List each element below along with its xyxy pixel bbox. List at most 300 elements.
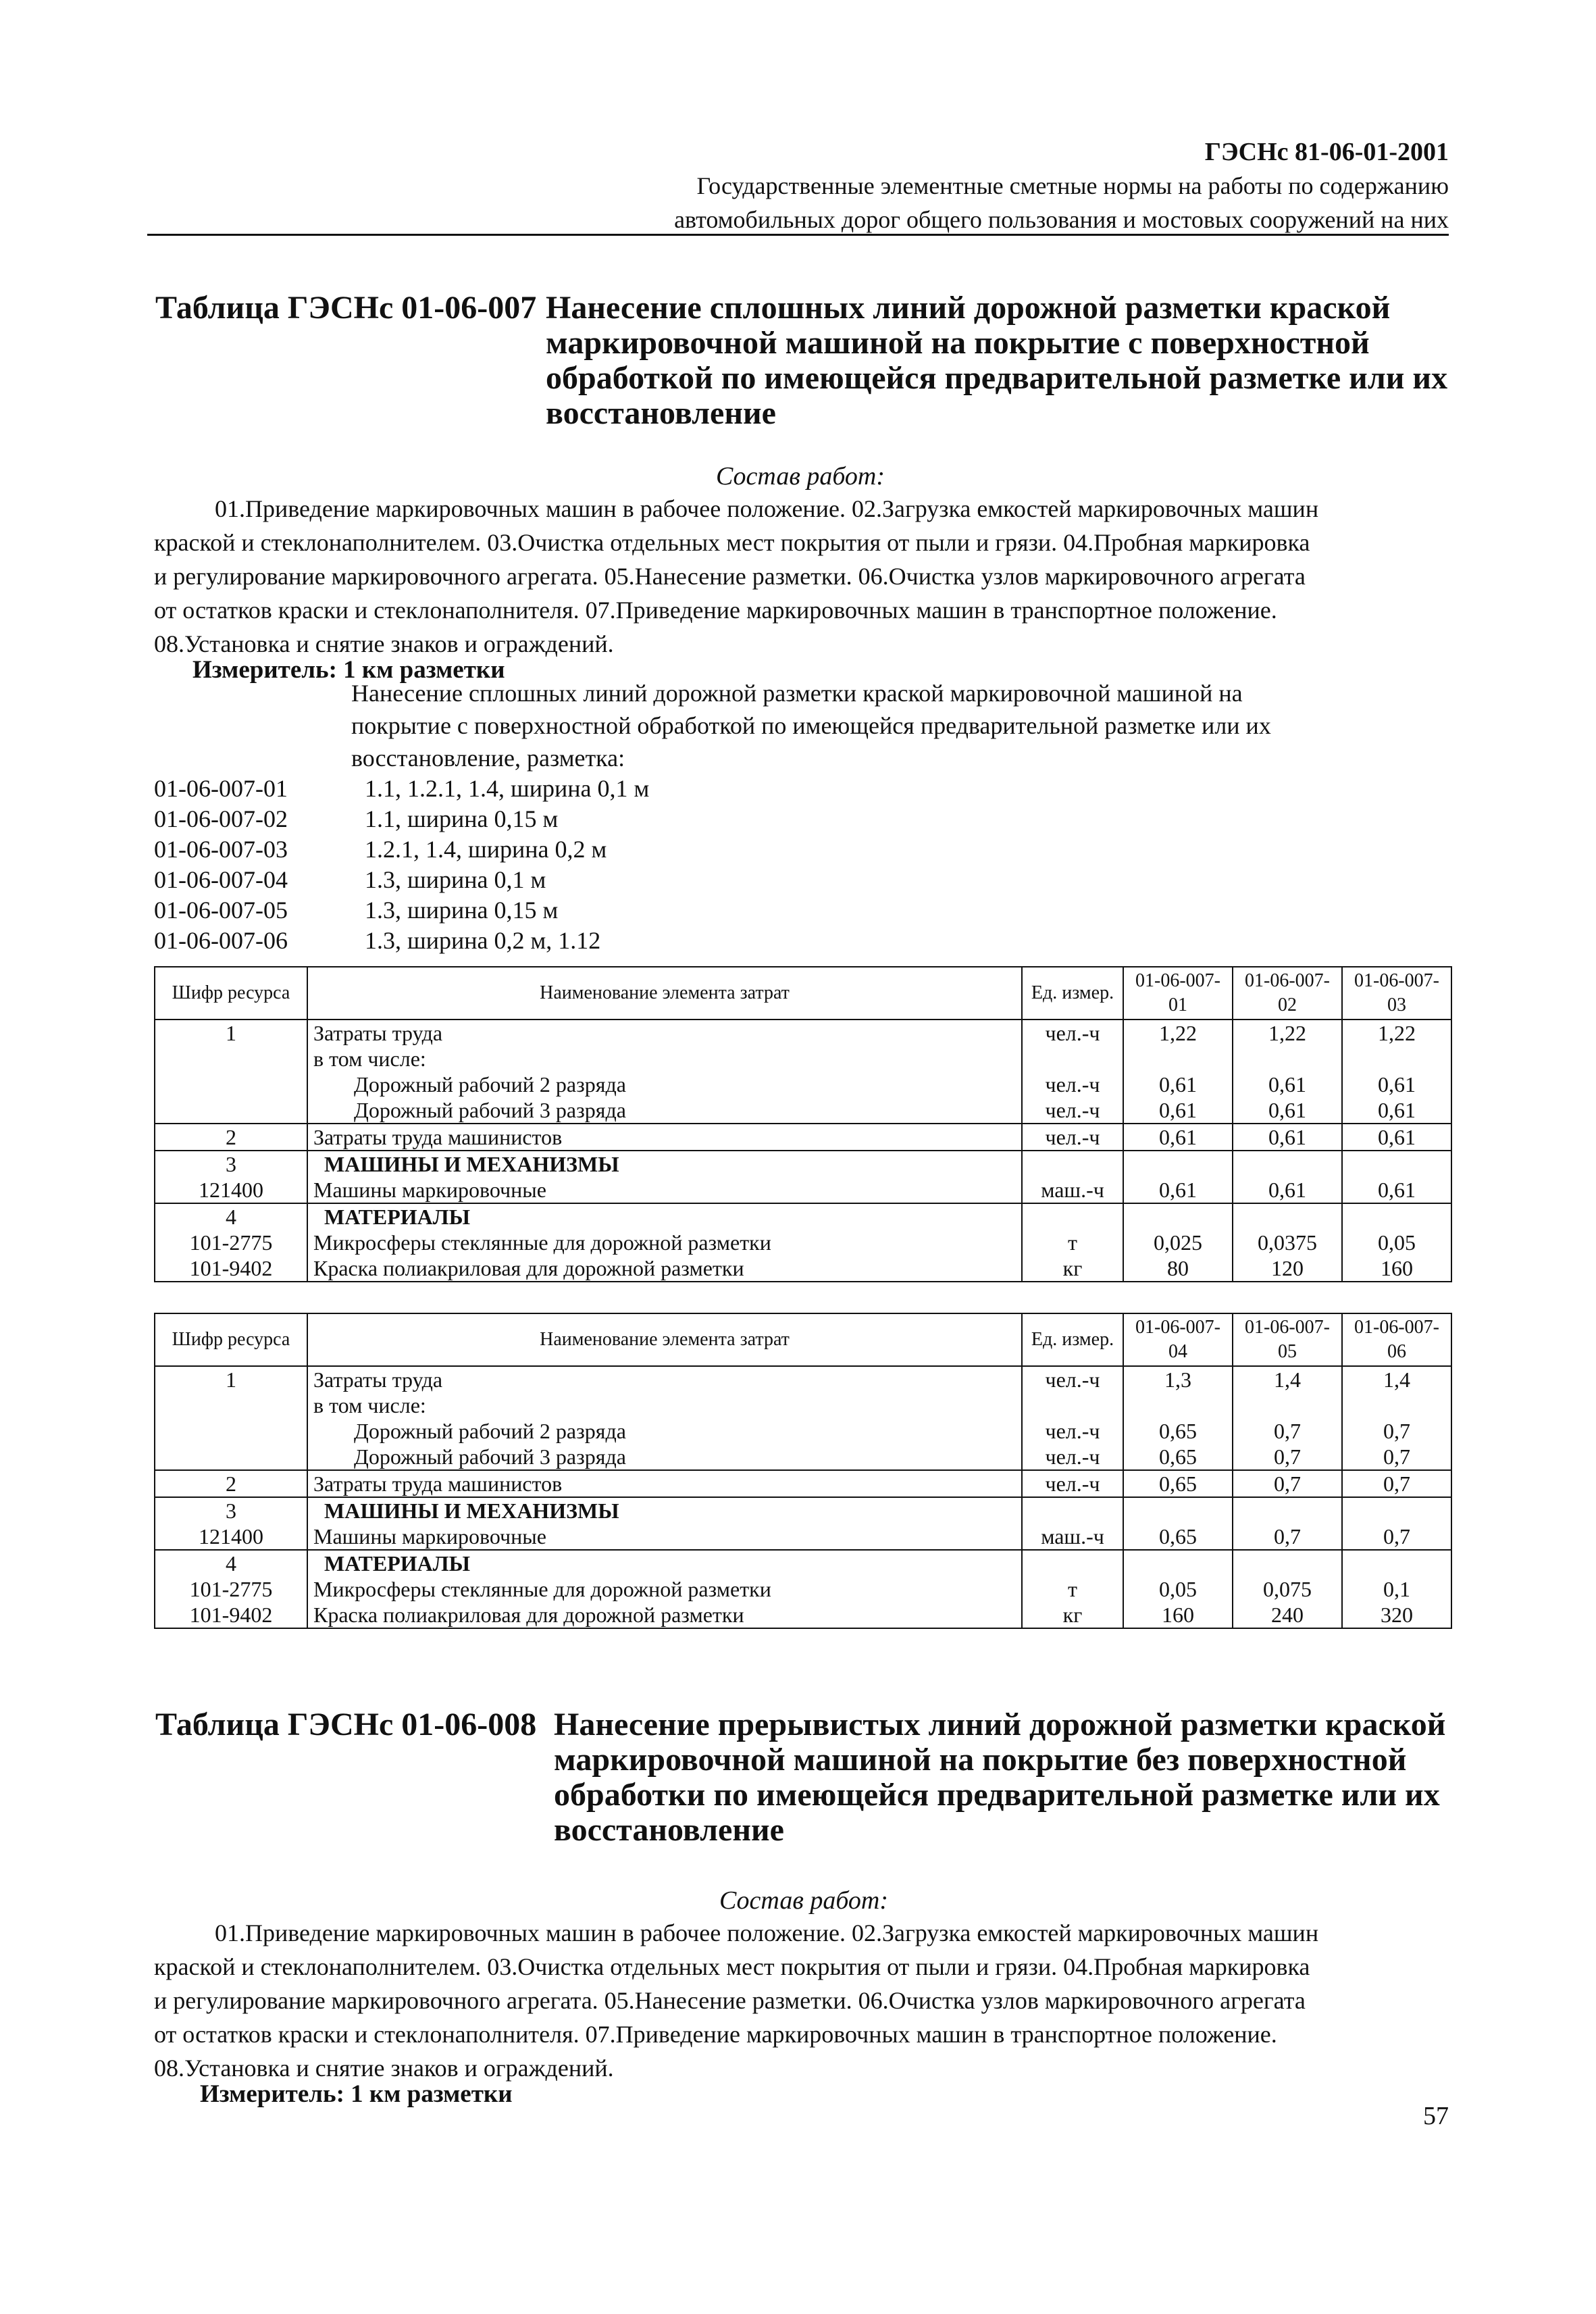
- title-line: маркировочной машиной на покрытие без поверхностной: [554, 1742, 1407, 1778]
- cell-resource-code-text: 3: [226, 1152, 236, 1176]
- cell-cost-element: [307, 1151, 1022, 1177]
- norm-text: 1.1, ширина 0,15 м: [365, 805, 559, 832]
- cell-norm-value-text: 0,61: [1378, 1125, 1416, 1149]
- col-header-norm: 01-06-007-04: [1123, 1313, 1233, 1366]
- desc-line: восстановление, разметка:: [351, 745, 625, 772]
- cell-norm-value: [1342, 1203, 1451, 1230]
- title-text: [554, 1707, 1445, 1848]
- norm-item: [154, 773, 649, 804]
- cell-resource-code: [155, 1366, 307, 1392]
- cell-norm-value-text: 1,22: [1268, 1021, 1306, 1045]
- cell-norm-value-text: 0,1: [1383, 1577, 1410, 1601]
- cell-norm-value: [1342, 1046, 1451, 1072]
- cell-cost-element-text: МАШИНЫ И МЕХАНИЗМЫ: [324, 1152, 619, 1176]
- header-line-1: Государственные элементные сметные нормы на работы по содержанию: [696, 172, 1449, 199]
- norm-text: 1.3, ширина 0,2 м, 1.12: [365, 927, 601, 954]
- table-label: Таблица ГЭСНс 01-06-007: [155, 290, 537, 326]
- cell-unit: [1022, 1097, 1123, 1124]
- cell-resource-code-text: 2: [226, 1125, 236, 1149]
- cell-unit-text: т: [1068, 1230, 1077, 1255]
- cell-unit: [1022, 1497, 1123, 1524]
- cell-norm-value: [1233, 1151, 1342, 1177]
- table-row: [155, 1576, 1451, 1602]
- cell-cost-element-text: Машины маркировочные: [313, 1524, 546, 1549]
- cell-norm-value: [1123, 1444, 1233, 1470]
- cell-norm-value: [1342, 1576, 1451, 1602]
- cell-norm-value-text: 160: [1162, 1603, 1194, 1627]
- cell-resource-code: [155, 1576, 307, 1602]
- cell-resource-code: [155, 1602, 307, 1628]
- cell-norm-value: [1123, 1203, 1233, 1230]
- cell-unit-text: маш.-ч: [1041, 1178, 1104, 1202]
- work-line: краской и стеклонаполнителем. 03.Очистка отдельных мест покрытия от пыли и грязи. 04.Пробная маркировка: [154, 529, 1310, 556]
- cell-norm-value: [1233, 1418, 1342, 1444]
- cell-resource-code-text: 101-9402: [189, 1256, 273, 1280]
- table-row: [155, 1602, 1451, 1628]
- cell-resource-code: [155, 1151, 307, 1177]
- cell-cost-element-text: Дорожный рабочий 3 разряда: [354, 1444, 626, 1469]
- cell-norm-value: [1233, 1097, 1342, 1124]
- col-header-norm: 01-06-007-01: [1123, 967, 1233, 1020]
- cell-unit: [1022, 1151, 1123, 1177]
- norm-text: 1.2.1, 1.4, ширина 0,2 м: [365, 836, 607, 863]
- cell-resource-code-text: 4: [226, 1551, 236, 1576]
- work-line: и регулирование маркировочного агрегата. 05.Нанесение разметки. 06.Очистка узлов маркировочного агрегата: [154, 563, 1306, 590]
- cell-resource-code: [155, 1124, 307, 1151]
- norm-text: 1.1, 1.2.1, 1.4, ширина 0,1 м: [365, 775, 650, 802]
- norm-item: [154, 925, 600, 956]
- cell-cost-element: [307, 1418, 1022, 1444]
- cell-cost-element-text: в том числе:: [313, 1047, 426, 1071]
- cell-unit-text: чел.-ч: [1045, 1098, 1100, 1122]
- table-row: [155, 1444, 1451, 1470]
- cell-norm-value: [1342, 1366, 1451, 1392]
- cell-norm-value: [1123, 1046, 1233, 1072]
- cell-norm-value: [1123, 1151, 1233, 1177]
- table-row: [155, 1230, 1451, 1255]
- norm-code: 01-06-007-01: [154, 775, 288, 802]
- cell-norm-value-text: 0,0375: [1258, 1230, 1317, 1255]
- norms-description: [351, 677, 1445, 774]
- cell-unit-text: чел.-ч: [1045, 1021, 1100, 1045]
- cell-norm-value-text: 0,61: [1268, 1072, 1306, 1097]
- cell-resource-code: [155, 1230, 307, 1255]
- cell-cost-element-text: Затраты труда: [313, 1021, 443, 1045]
- cell-resource-code: [155, 1046, 307, 1072]
- cell-cost-element-text: Машины маркировочные: [313, 1178, 546, 1202]
- title-text: [546, 291, 1447, 431]
- cell-norm-value: [1342, 1392, 1451, 1418]
- running-header: [674, 135, 1449, 236]
- cell-resource-code: [155, 1020, 307, 1046]
- cell-norm-value: [1342, 1151, 1451, 1177]
- cell-cost-element-text: МАШИНЫ И МЕХАНИЗМЫ: [324, 1499, 619, 1523]
- cell-unit-text: чел.-ч: [1045, 1367, 1100, 1392]
- cell-cost-element: [307, 1046, 1022, 1072]
- col-header-norm: 01-06-007-05: [1233, 1313, 1342, 1366]
- cell-norm-value: [1342, 1177, 1451, 1203]
- cell-norm-value: [1233, 1020, 1342, 1046]
- cell-norm-value-text: 0,61: [1159, 1098, 1197, 1122]
- cell-unit: [1022, 1550, 1123, 1576]
- title-line: маркировочной машиной на покрытие с поверхностной: [546, 325, 1370, 361]
- title-line: восстановление: [554, 1812, 784, 1848]
- cell-cost-element-text: Дорожный рабочий 2 разряда: [354, 1419, 626, 1443]
- col-header-norm: 01-06-007-03: [1342, 967, 1451, 1020]
- cell-cost-element-text: Затраты труда: [313, 1367, 443, 1392]
- cell-cost-element: [307, 1020, 1022, 1046]
- cell-norm-value: [1233, 1124, 1342, 1151]
- cell-cost-element: [307, 1524, 1022, 1550]
- work-line: от остатков краски и стеклонаполнителя. 07.Приведение маркировочных машин в транспортное положение.: [154, 2021, 1277, 2048]
- cell-resource-code-text: 101-2775: [189, 1230, 273, 1255]
- work-line: 08.Установка и снятие знаков и ограждений.: [154, 630, 614, 657]
- cell-resource-code: [155, 1072, 307, 1097]
- cell-unit: [1022, 1203, 1123, 1230]
- cell-norm-value: [1342, 1072, 1451, 1097]
- cell-norm-value-text: 240: [1271, 1603, 1304, 1627]
- cell-norm-value-text: 320: [1381, 1603, 1413, 1627]
- table-row: [155, 1151, 1451, 1177]
- cell-norm-value: [1233, 1366, 1342, 1392]
- cell-unit: [1022, 1470, 1123, 1497]
- cell-unit: [1022, 1366, 1123, 1392]
- cell-cost-element: [307, 1497, 1022, 1524]
- cell-norm-value-text: 0,05: [1378, 1230, 1416, 1255]
- cell-norm-value: [1123, 1124, 1233, 1151]
- norm-code: 01-06-007-06: [154, 927, 288, 954]
- cell-norm-value: [1123, 1392, 1233, 1418]
- work-line: 08.Установка и снятие знаков и ограждений.: [154, 2055, 614, 2082]
- cell-norm-value: [1233, 1255, 1342, 1282]
- cell-resource-code: [155, 1550, 307, 1576]
- cell-resource-code: [155, 1497, 307, 1524]
- table-row: [155, 1524, 1451, 1550]
- cell-norm-value: [1342, 1020, 1451, 1046]
- cell-resource-code-text: 121400: [199, 1178, 263, 1202]
- cell-resource-code: [155, 1392, 307, 1418]
- cell-unit: [1022, 1177, 1123, 1203]
- cell-cost-element: [307, 1576, 1022, 1602]
- cell-cost-element-text: Краска полиакриловая для дорожной разметки: [313, 1603, 744, 1627]
- cell-norm-value-text: 0,7: [1274, 1444, 1301, 1469]
- cell-cost-element-text: Микросферы стеклянные для дорожной разметки: [313, 1230, 771, 1255]
- cell-resource-code: [155, 1418, 307, 1444]
- cell-norm-value-text: 0,7: [1383, 1472, 1410, 1496]
- table-row: [155, 1020, 1451, 1046]
- cell-cost-element: [307, 1177, 1022, 1203]
- cell-cost-element-text: Микросферы стеклянные для дорожной разметки: [313, 1577, 771, 1601]
- cell-norm-value-text: 0,61: [1378, 1178, 1416, 1202]
- norm-code: 01-06-007-02: [154, 805, 288, 832]
- cell-cost-element-text: МАТЕРИАЛЫ: [324, 1551, 470, 1576]
- table-row: [155, 1124, 1451, 1151]
- cell-cost-element-text: Краска полиакриловая для дорожной разметки: [313, 1256, 744, 1280]
- cell-norm-value: [1342, 1418, 1451, 1444]
- cell-resource-code: [155, 1444, 307, 1470]
- cell-cost-element: [307, 1230, 1022, 1255]
- cell-unit-text: чел.-ч: [1045, 1072, 1100, 1097]
- cell-norm-value-text: 0,7: [1383, 1524, 1410, 1549]
- cell-cost-element: [307, 1444, 1022, 1470]
- table-row: [155, 1366, 1451, 1392]
- cell-resource-code: [155, 1470, 307, 1497]
- cell-norm-value-text: 0,65: [1159, 1419, 1197, 1443]
- cell-norm-value: [1123, 1602, 1233, 1628]
- work-composition-heading: Состав работ:: [719, 1886, 889, 1915]
- cell-norm-value: [1123, 1255, 1233, 1282]
- cell-norm-value: [1123, 1230, 1233, 1255]
- cell-norm-value: [1123, 1020, 1233, 1046]
- cell-cost-element: [307, 1366, 1022, 1392]
- cell-norm-value-text: 0,7: [1274, 1472, 1301, 1496]
- cell-norm-value: [1233, 1470, 1342, 1497]
- cell-norm-value-text: 1,3: [1164, 1367, 1191, 1392]
- desc-line: покрытие с поверхностной обработкой по имеющейся предварительной разметке или их: [351, 712, 1271, 739]
- cell-cost-element: [307, 1392, 1022, 1418]
- measure-unit: Измеритель: 1 км разметки: [200, 2080, 513, 2108]
- cell-norm-value-text: 1,4: [1383, 1367, 1410, 1392]
- cell-norm-value: [1233, 1550, 1342, 1576]
- work-composition-text: [154, 1916, 1451, 2085]
- cell-cost-element: [307, 1203, 1022, 1230]
- col-header-name: Наименование элемента затрат: [307, 1313, 1022, 1366]
- table-body: [155, 1366, 1451, 1628]
- measure-unit: Измеритель: 1 км разметки: [192, 656, 505, 684]
- header-divider: [147, 234, 1449, 236]
- cell-unit: [1022, 1418, 1123, 1444]
- work-line: краской и стеклонаполнителем. 03.Очистка отдельных мест покрытия от пыли и грязи. 04.Пробная маркировка: [154, 1953, 1310, 1980]
- cell-norm-value: [1342, 1470, 1451, 1497]
- cell-norm-value-text: 0,61: [1268, 1178, 1306, 1202]
- cell-norm-value-text: 0,05: [1159, 1577, 1197, 1601]
- cell-norm-value: [1123, 1470, 1233, 1497]
- cell-unit: [1022, 1444, 1123, 1470]
- cell-cost-element: [307, 1072, 1022, 1097]
- cell-norm-value: [1342, 1230, 1451, 1255]
- cell-resource-code: [155, 1097, 307, 1124]
- resource-table-1: [154, 966, 1452, 1282]
- cell-norm-value-text: 0,025: [1154, 1230, 1202, 1255]
- work-composition-heading: Состав работ:: [715, 462, 885, 491]
- cell-resource-code-text: 121400: [199, 1524, 263, 1549]
- cell-norm-value-text: 120: [1271, 1256, 1304, 1280]
- cell-norm-value: [1123, 1550, 1233, 1576]
- norm-code: 01-06-007-04: [154, 866, 288, 893]
- table-row: [155, 1255, 1451, 1282]
- cell-norm-value-text: 0,7: [1383, 1419, 1410, 1443]
- cell-norm-value: [1123, 1418, 1233, 1444]
- table-row: [155, 1497, 1451, 1524]
- norm-item: [154, 834, 607, 865]
- cell-norm-value: [1342, 1524, 1451, 1550]
- norm-text: 1.3, ширина 0,15 м: [365, 897, 559, 924]
- cell-norm-value: [1233, 1230, 1342, 1255]
- col-header-unit: Ед. измер.: [1022, 1313, 1123, 1366]
- work-line: 01.Приведение маркировочных машин в рабочее положение. 02.Загрузка емкостей маркировочных машин: [215, 495, 1319, 522]
- cell-norm-value: [1233, 1203, 1342, 1230]
- cell-cost-element-text: Затраты труда машинистов: [313, 1472, 563, 1496]
- cell-norm-value: [1342, 1124, 1451, 1151]
- cell-resource-code: [155, 1524, 307, 1550]
- cell-cost-element-text: Дорожный рабочий 3 разряда: [354, 1098, 626, 1122]
- table-row: [155, 1470, 1451, 1497]
- cell-norm-value: [1123, 1177, 1233, 1203]
- cell-norm-value: [1233, 1576, 1342, 1602]
- cell-norm-value-text: 0,61: [1268, 1125, 1306, 1149]
- norm-code: 01-06-007-05: [154, 897, 288, 924]
- cell-unit: [1022, 1020, 1123, 1046]
- work-line: и регулирование маркировочного агрегата. 05.Нанесение разметки. 06.Очистка узлов маркировочного агрегата: [154, 1987, 1306, 2014]
- cell-cost-element: [307, 1602, 1022, 1628]
- cell-cost-element-text: МАТЕРИАЛЫ: [324, 1205, 470, 1229]
- cell-norm-value: [1342, 1255, 1451, 1282]
- cell-norm-value-text: 160: [1381, 1256, 1413, 1280]
- table-row: [155, 1392, 1451, 1418]
- cell-norm-value: [1233, 1524, 1342, 1550]
- cell-norm-value: [1233, 1392, 1342, 1418]
- work-composition-text: [154, 492, 1451, 661]
- cell-norm-value-text: 1,4: [1274, 1367, 1301, 1392]
- header-line-2: автомобильных дорог общего пользования и мостовых сооружений на них: [674, 206, 1449, 233]
- col-header-unit: Ед. измер.: [1022, 967, 1123, 1020]
- table-row: [155, 1046, 1451, 1072]
- cell-cost-element: [307, 1550, 1022, 1576]
- cell-norm-value: [1123, 1072, 1233, 1097]
- cell-norm-value: [1233, 1177, 1342, 1203]
- table-row: [155, 1072, 1451, 1097]
- cell-resource-code-text: 1: [226, 1021, 236, 1045]
- table-row: [155, 1177, 1451, 1203]
- cell-resource-code-text: 3: [226, 1499, 236, 1523]
- cell-unit: [1022, 1524, 1123, 1550]
- cell-norm-value: [1123, 1497, 1233, 1524]
- table-row: [155, 1203, 1451, 1230]
- cell-norm-value: [1342, 1497, 1451, 1524]
- cell-unit-text: чел.-ч: [1045, 1419, 1100, 1443]
- cell-unit-text: т: [1068, 1577, 1077, 1601]
- cell-resource-code: [155, 1203, 307, 1230]
- title-line: обработки по имеющейся предварительной разметке или их: [554, 1777, 1440, 1813]
- standard-code: ГЭСНс 81-06-01-2001: [1204, 138, 1449, 166]
- table-body: [155, 1020, 1451, 1282]
- cell-norm-value: [1123, 1576, 1233, 1602]
- cell-norm-value: [1123, 1097, 1233, 1124]
- cell-cost-element: [307, 1255, 1022, 1282]
- cell-norm-value-text: 0,7: [1274, 1524, 1301, 1549]
- cell-unit: [1022, 1046, 1123, 1072]
- table-row: [155, 1550, 1451, 1576]
- norm-item: [154, 803, 558, 834]
- cell-norm-value-text: 0,65: [1159, 1472, 1197, 1496]
- cell-unit-text: маш.-ч: [1041, 1524, 1104, 1549]
- cell-unit: [1022, 1072, 1123, 1097]
- cell-norm-value: [1123, 1366, 1233, 1392]
- cell-cost-element-text: в том числе:: [313, 1393, 426, 1417]
- cell-norm-value: [1342, 1602, 1451, 1628]
- norm-item: [154, 864, 546, 895]
- cell-norm-value: [1123, 1524, 1233, 1550]
- cell-unit: [1022, 1124, 1123, 1151]
- cell-norm-value-text: 0,61: [1159, 1072, 1197, 1097]
- cell-norm-value-text: 0,65: [1159, 1444, 1197, 1469]
- work-line: от остатков краски и стеклонаполнителя. 07.Приведение маркировочных машин в транспортное положение.: [154, 597, 1277, 624]
- cell-cost-element: [307, 1097, 1022, 1124]
- cell-norm-value: [1233, 1046, 1342, 1072]
- cell-unit-text: чел.-ч: [1045, 1444, 1100, 1469]
- cell-norm-value: [1342, 1097, 1451, 1124]
- cell-norm-value-text: 80: [1167, 1256, 1189, 1280]
- cell-unit-text: чел.-ч: [1045, 1125, 1100, 1149]
- cell-cost-element-text: Дорожный рабочий 2 разряда: [354, 1072, 626, 1097]
- cell-resource-code-text: 101-9402: [189, 1603, 273, 1627]
- cell-cost-element: [307, 1470, 1022, 1497]
- cell-norm-value: [1233, 1072, 1342, 1097]
- table-row: [155, 1097, 1451, 1124]
- cell-norm-value: [1233, 1444, 1342, 1470]
- cell-norm-value-text: 1,22: [1378, 1021, 1416, 1045]
- page-number: 57: [1423, 2102, 1449, 2130]
- section-title-008: [155, 1707, 1459, 1856]
- col-header-norm: 01-06-007-02: [1233, 967, 1342, 1020]
- cell-unit-text: чел.-ч: [1045, 1472, 1100, 1496]
- cell-resource-code: [155, 1177, 307, 1203]
- cell-norm-value-text: 1,22: [1159, 1021, 1197, 1045]
- cell-norm-value: [1342, 1550, 1451, 1576]
- title-line: Нанесение прерывистых линий дорожной разметки краской: [554, 1707, 1446, 1742]
- cell-norm-value-text: 0,61: [1159, 1125, 1197, 1149]
- cell-unit: [1022, 1255, 1123, 1282]
- cell-norm-value: [1233, 1497, 1342, 1524]
- norm-code: 01-06-007-03: [154, 836, 288, 863]
- cell-cost-element-text: Затраты труда машинистов: [313, 1125, 563, 1149]
- cell-norm-value-text: 0,61: [1268, 1098, 1306, 1122]
- norm-item: [154, 895, 558, 926]
- cell-unit-text: кг: [1062, 1603, 1083, 1627]
- title-line: Нанесение сплошных линий дорожной разметки краской: [546, 290, 1391, 326]
- title-line: обработкой по имеющейся предварительной разметке или их: [546, 360, 1448, 396]
- cell-unit: [1022, 1392, 1123, 1418]
- cell-resource-code-text: 4: [226, 1205, 236, 1229]
- cell-norm-value-text: 0,61: [1378, 1072, 1416, 1097]
- cell-cost-element: [307, 1124, 1022, 1151]
- col-header-norm: 01-06-007-06: [1342, 1313, 1451, 1366]
- cell-norm-value-text: 0,61: [1159, 1178, 1197, 1202]
- cell-resource-code: [155, 1255, 307, 1282]
- col-header-code: Шифр ресурса: [155, 967, 307, 1020]
- cell-norm-value-text: 0,7: [1274, 1419, 1301, 1443]
- col-header-code: Шифр ресурса: [155, 1313, 307, 1366]
- title-line: восстановление: [546, 395, 776, 431]
- cell-norm-value-text: 0,61: [1378, 1098, 1416, 1122]
- cell-norm-value: [1233, 1602, 1342, 1628]
- cell-resource-code-text: 2: [226, 1472, 236, 1496]
- cell-unit-text: кг: [1062, 1256, 1083, 1280]
- section-title-007: [155, 291, 1459, 439]
- resource-table-2: [154, 1313, 1452, 1629]
- table-row: [155, 1418, 1451, 1444]
- table-label: Таблица ГЭСНс 01-06-008: [155, 1707, 537, 1742]
- cell-unit: [1022, 1576, 1123, 1602]
- cell-unit: [1022, 1602, 1123, 1628]
- cell-norm-value-text: 0,7: [1383, 1444, 1410, 1469]
- work-line: 01.Приведение маркировочных машин в рабочее положение. 02.Загрузка емкостей маркировочных машин: [215, 1919, 1319, 1946]
- desc-line: Нанесение сплошных линий дорожной разметки краской маркировочной машиной на: [351, 680, 1243, 707]
- cell-resource-code-text: 101-2775: [189, 1577, 273, 1601]
- cell-norm-value-text: 0,65: [1159, 1524, 1197, 1549]
- cell-resource-code-text: 1: [226, 1367, 236, 1392]
- norm-text: 1.3, ширина 0,1 м: [365, 866, 546, 893]
